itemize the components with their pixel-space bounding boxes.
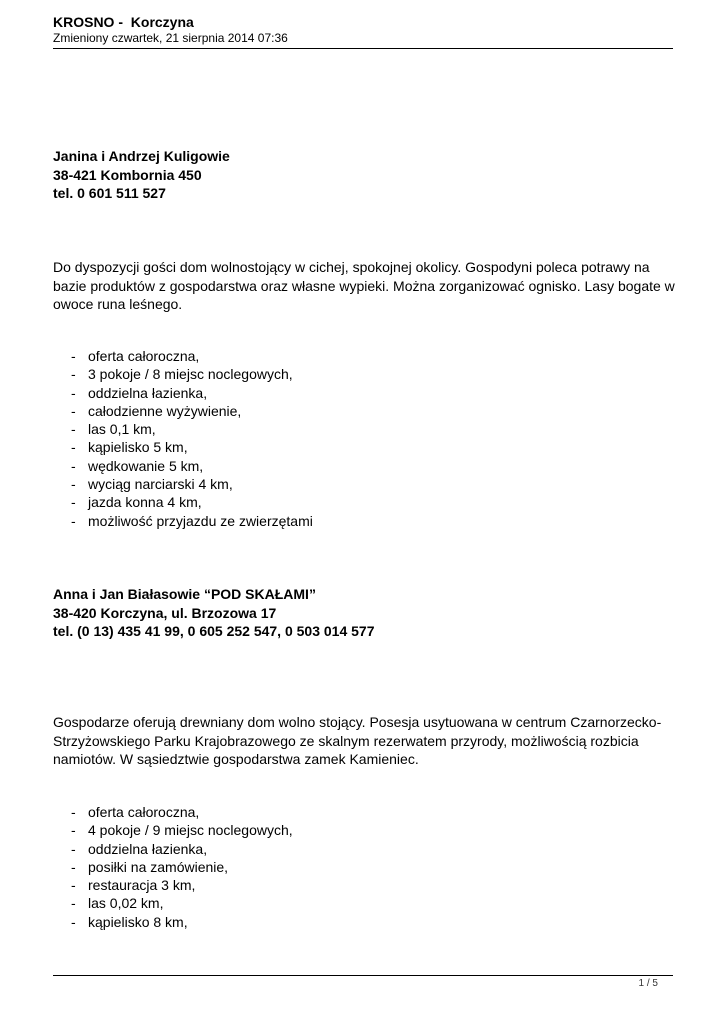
- list-item-text: posiłki na zamówienie,: [88, 858, 229, 875]
- list-item-text: oferta całoroczna,: [88, 348, 200, 364]
- modified-date: Zmieniony czwartek, 21 sierpnia 2014 07:36: [53, 31, 288, 45]
- list-item: [53, 493, 678, 511]
- list-item-text: 3 pokoje / 8 miejsc noclegowych,: [88, 366, 293, 383]
- contact-phone: tel. (0 13) 435 41 99, 0 605 252 547, 0 503 014 577: [53, 623, 375, 639]
- list-item-text: całodzienne wyżywienie,: [88, 402, 242, 419]
- list-item-text: las 0,02 km,: [88, 895, 164, 912]
- contact-name: Janina i Andrzej Kuligowie: [53, 148, 230, 164]
- list-item-text: 4 pokoje / 9 miejsc noclegowych,: [88, 822, 293, 839]
- page-number: 1 / 5: [638, 978, 658, 989]
- list-bullet: -: [71, 384, 76, 401]
- list-item: [53, 365, 678, 383]
- list-item: [53, 512, 678, 530]
- list-item: [53, 420, 678, 438]
- contact-block-2: [53, 585, 678, 641]
- list-item: [53, 876, 678, 894]
- contact-block-1: [53, 147, 678, 203]
- list-item-text: oddzielna łazienka,: [88, 384, 208, 401]
- list-item-text: las 0,1 km,: [88, 421, 156, 438]
- list-bullet: -: [71, 512, 76, 529]
- header-divider: [53, 48, 673, 49]
- list-item: [53, 384, 678, 402]
- list-item: [53, 858, 678, 876]
- list-item: [53, 402, 678, 420]
- contact-phone: tel. 0 601 511 527: [53, 185, 166, 201]
- list-bullet: -: [71, 804, 76, 820]
- list-bullet: -: [71, 877, 76, 894]
- list-item-text: możliwość przyjazdu ze zwierzętami: [88, 512, 313, 529]
- list-item-text: oferta całoroczna,: [88, 804, 200, 820]
- list-item: [53, 803, 678, 821]
- list-item-text: jazda konna 4 km,: [88, 494, 202, 511]
- page-header: [53, 14, 673, 45]
- list-item-text: wędkowanie 5 km,: [88, 457, 204, 474]
- list-item: [53, 457, 678, 475]
- list-item-text: wyciąg narciarski 4 km,: [88, 476, 233, 493]
- contact-address: 38-420 Korczyna, ul. Brzozowa 17: [53, 604, 277, 621]
- list-item: [53, 438, 678, 456]
- list-bullet: -: [71, 348, 76, 364]
- document-title: KROSNO - Korczyna: [53, 14, 194, 30]
- list-bullet: -: [71, 439, 76, 456]
- list-item-text: kąpielisko 5 km,: [88, 439, 188, 456]
- feature-list-2: [53, 803, 678, 931]
- list-bullet: -: [71, 822, 76, 839]
- contact-address: 38-421 Kombornia 450: [53, 166, 202, 183]
- list-item-text: oddzielna łazienka,: [88, 840, 208, 857]
- description-1: Do dyspozycji gości dom wolnostojący w cichej, spokojnej okolicy. Gospodyni poleca potrawy na bazie produktów z gospodarstwa oraz własne wypieki. Można zorganizować ognisko. Lasy bogate w owoce runa leśnego.: [53, 259, 675, 312]
- list-bullet: -: [71, 476, 76, 493]
- list-item-text: restauracja 3 km,: [88, 877, 196, 894]
- list-item: [53, 840, 678, 858]
- footer-divider: [53, 975, 673, 976]
- list-bullet: -: [71, 457, 76, 474]
- list-bullet: -: [71, 895, 76, 912]
- list-item: [53, 913, 678, 931]
- list-bullet: -: [71, 913, 76, 930]
- contact-name: Anna i Jan Białasowie “POD SKAŁAMI”: [53, 586, 316, 602]
- list-item: [53, 347, 678, 365]
- description-2: Gospodarze oferują drewniany dom wolno stojący. Posesja usytuowana w centrum Czarnorzecko- Strzyżowskiego Parku Krajobrazowego ze skalnym rezerwatem przyrody, możliwością rozbicia namiotów. W sąsiedztwie gospodarstwa zamek Kamieniec.: [53, 714, 662, 767]
- list-item: [53, 821, 678, 839]
- list-bullet: -: [71, 421, 76, 438]
- list-bullet: -: [71, 494, 76, 511]
- list-item: [53, 894, 678, 912]
- list-bullet: -: [71, 858, 76, 875]
- feature-list-1: [53, 347, 678, 530]
- list-bullet: -: [71, 366, 76, 383]
- list-item: [53, 475, 678, 493]
- list-bullet: -: [71, 840, 76, 857]
- list-item-text: kąpielisko 8 km,: [88, 913, 188, 930]
- list-bullet: -: [71, 402, 76, 419]
